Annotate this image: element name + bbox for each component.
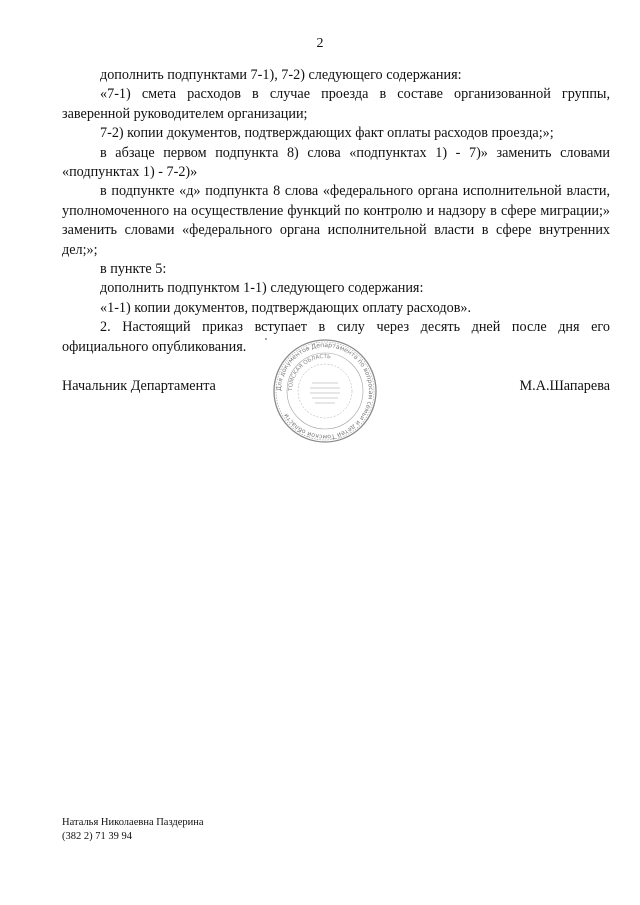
paragraph-9: 2. Настоящий приказ вступает в силу через десять дней после дня его официального опубликования. xyxy=(62,319,610,355)
paragraph-6: в пункте 5: xyxy=(100,261,167,278)
signatory-position: Начальник Департамента xyxy=(62,378,216,394)
seal-outer-text: Для документов Департамента по вопросам семьи и детей Томской области xyxy=(275,341,375,441)
paragraph-8: «1-1) копии документов, подтверждающих оплату расходов». xyxy=(100,299,472,316)
paragraph-2: «7-1) смета расходов в случае проезда в составе организованной группы, заверенной руководителем организации; xyxy=(62,86,610,122)
document-body xyxy=(62,66,610,357)
paragraph-5: в подпункте «д» подпункта 8 слова «федерального органа исполнительной власти, уполномоченного на осуществление функций по контролю и надзору в сфере миграции;» заменить словами «федерального органа исполнительной власти в сфере внутренних дел;»; xyxy=(62,183,610,258)
page-number: 2 xyxy=(316,36,324,51)
paragraph-3: 7-2) копии документов, подтверждающих факт оплаты расходов проезда;»; xyxy=(100,125,554,142)
paragraph-1: дополнить подпунктами 7-1), 7-2) следующего содержания: xyxy=(100,67,462,83)
executor-info xyxy=(62,816,204,844)
executor-name: Наталья Николаевна Паздерина xyxy=(62,817,204,828)
signature-block xyxy=(62,378,610,398)
paragraph-4: в абзаце первом подпункта 8) слова «подпунктах 1) - 7)» заменить словами «подпунктах 1) - 7-2)» xyxy=(62,144,610,181)
stray-mark xyxy=(265,338,267,340)
paragraph-7: дополнить подпунктом 1-1) следующего содержания: xyxy=(100,280,424,297)
signatory-name: М.А.Шапарева xyxy=(519,378,610,394)
executor-phone: (382 2) 71 39 94 xyxy=(62,831,132,842)
seal-inner-text: ТОМСКАЯ ОБЛАСТЬ xyxy=(287,353,332,392)
